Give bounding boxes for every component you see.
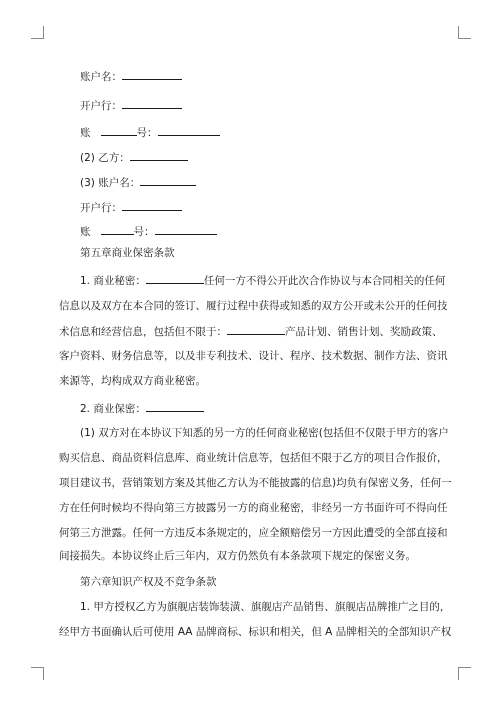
party-b-account-name-line bbox=[80, 175, 196, 190]
crop-mark-top-right bbox=[458, 26, 471, 39]
chapter-6-heading: 第六章知识产权及不竞争条款 bbox=[80, 576, 217, 588]
party-b-account-number-mid-blank[interactable] bbox=[101, 224, 134, 235]
crop-mark-bottom-right bbox=[458, 667, 471, 680]
confidentiality-p1-line-5: 何第三方泄露。任何一方违反本条规定的，应全额赔偿另一方因此遭受的全部直接和 bbox=[59, 527, 448, 539]
party-b-account-number-blank[interactable] bbox=[155, 224, 217, 235]
ip-line-2: 经甲方书面确认后可使用 AA 品牌商标、标识和相关，但 A 品牌相关的全部知识产权 bbox=[59, 626, 452, 638]
crop-mark-top-left bbox=[31, 26, 44, 39]
trade-secret-text: 任何一方不得公开此次合作协议与本合同相关的任何 bbox=[203, 275, 446, 287]
trade-secret-line-3-blank[interactable] bbox=[227, 324, 285, 335]
confidentiality-line bbox=[80, 401, 204, 416]
trade-secret-line-5: 来源等，均构成双方商业秘密。 bbox=[59, 375, 206, 387]
confidentiality-blank[interactable] bbox=[146, 401, 204, 412]
party-b-bank-line bbox=[80, 200, 182, 215]
party-b-account-number-line bbox=[80, 224, 217, 239]
party-b-bank-label: 开户行： bbox=[80, 202, 122, 214]
crop-mark-bottom-left bbox=[31, 667, 44, 680]
party-b-label: (2) 乙方： bbox=[80, 152, 130, 164]
trade-secret-line-3-b: 产品计划、销售计划、奖励政策、 bbox=[285, 326, 443, 338]
party-b-account-name-label: (3) 账户名： bbox=[80, 177, 141, 189]
trade-secret-line-4: 客户资料、财务信息等，以及非专利技术、设计、程序、技术数据、制作方法、资讯 bbox=[59, 350, 448, 362]
trade-secret-line-3 bbox=[59, 324, 443, 339]
party-b-blank[interactable] bbox=[130, 150, 188, 161]
party-b-bank-blank[interactable] bbox=[122, 200, 182, 211]
trade-secret-line-3-a: 术信息和经营信息，包括但不限于： bbox=[59, 326, 227, 338]
bank-line bbox=[80, 98, 182, 113]
party-b-account-number-label-b: 号： bbox=[133, 226, 155, 238]
account-number-label-a: 账 bbox=[80, 127, 91, 139]
account-name-line bbox=[80, 69, 182, 84]
confidentiality-p1-line-1: (1) 双方对在本协议下知悉的另一方的任何商业秘密(包括但不仅限于甲方的客户 bbox=[80, 427, 449, 439]
account-number-label-b: 号： bbox=[136, 127, 158, 139]
party-b-account-number-label-a: 账 bbox=[80, 226, 91, 238]
account-number-line bbox=[80, 125, 220, 140]
trade-secret-line-2: 信息以及双方在本合同的签订、履行过程中获得或知悉的双方公开或未公开的任何技 bbox=[59, 300, 448, 312]
trade-secret-label: 1. 商业秘密： bbox=[80, 275, 146, 287]
account-number-mid-blank[interactable] bbox=[101, 125, 137, 136]
confidentiality-p1-line-6: 间接损失。本协议终止后三年内，双方仍然负有本条款项下规定的保密义务。 bbox=[59, 550, 416, 562]
trade-secret-line-1 bbox=[80, 273, 445, 288]
bank-blank[interactable] bbox=[122, 98, 182, 109]
account-number-blank[interactable] bbox=[158, 125, 220, 136]
chapter-5-heading: 第五章商业保密条款 bbox=[80, 247, 175, 259]
ip-line-1: 1. 甲方授权乙方为旗舰店装饰装潢、旗舰店产品销售、旗舰店品牌推广之目的， bbox=[80, 601, 451, 613]
confidentiality-p1-line-2: 购买信息、商品资料信息库、商业统计信息等，包括但不限于乙方的项目合作报价， bbox=[59, 452, 448, 464]
bank-label: 开户行： bbox=[80, 100, 122, 112]
account-name-label: 账户名： bbox=[80, 71, 122, 83]
account-name-blank[interactable] bbox=[122, 69, 182, 80]
party-b-line bbox=[80, 150, 188, 165]
confidentiality-label: 2. 商业保密： bbox=[80, 403, 146, 415]
confidentiality-p1-line-3: 项目建议书，营销策划方案及其他乙方认为不能披露的信息)均负有保密义务，任何一 bbox=[59, 477, 452, 489]
confidentiality-p1-line-4: 方在任何时候均不得向第三方披露另一方的商业秘密，非经另一方书面许可不得向任 bbox=[59, 502, 448, 514]
trade-secret-blank[interactable] bbox=[146, 273, 204, 284]
party-b-account-name-blank[interactable] bbox=[140, 175, 196, 186]
